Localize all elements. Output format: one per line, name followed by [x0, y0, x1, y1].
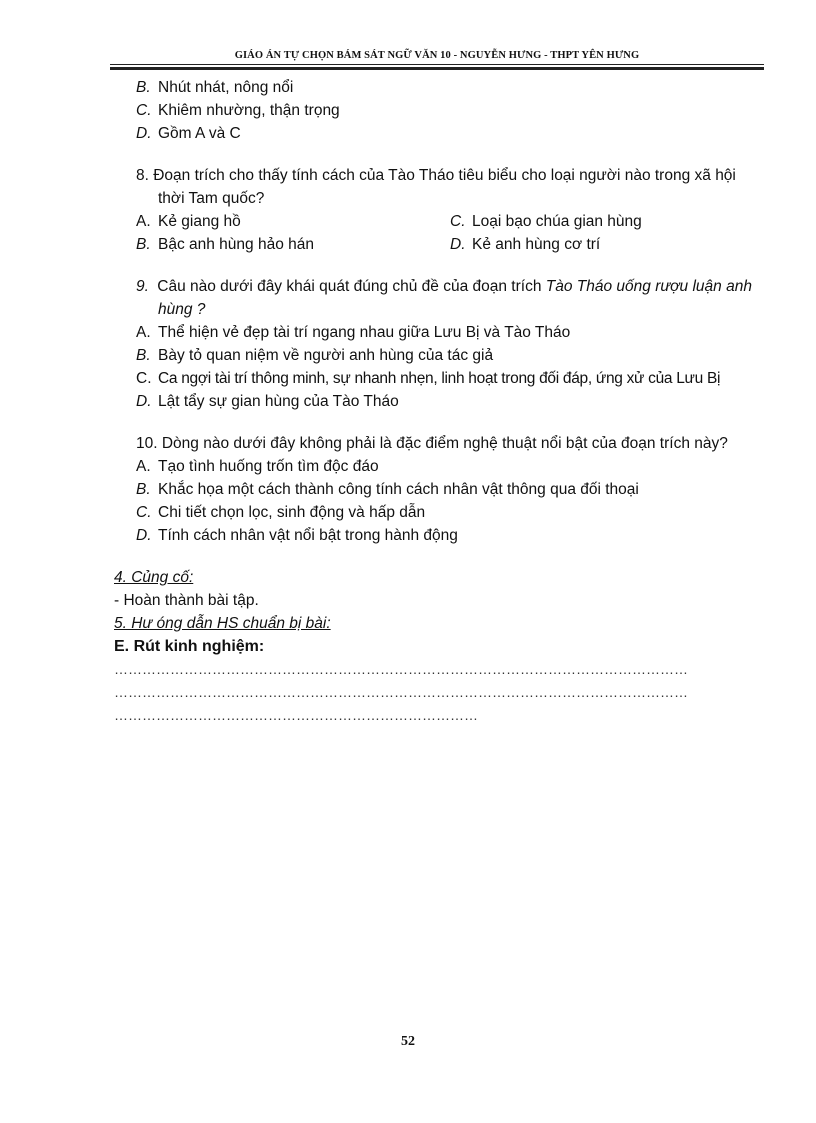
notes-dotted-line-2: …………………………………………………………………………………………………………… [114, 684, 688, 700]
option-label: D. [450, 236, 466, 253]
section-4-item: - Hoàn thành bài tập. [114, 592, 259, 609]
q10-option-d [114, 524, 764, 547]
q8-option-a [136, 210, 450, 233]
notes-dotted-line-1: …………………………………………………………………………………………………………… [114, 661, 688, 677]
option-label: D. [136, 393, 152, 410]
option-label: C. [450, 213, 466, 230]
q8-option-b [136, 233, 450, 256]
option-text: Chi tiết chọn lọc, sinh động và hấp dẫn [158, 504, 426, 521]
question-number: 9. [136, 278, 149, 295]
q9-option-d [114, 390, 764, 413]
q8-stem-line2: thời Tam quốc? [158, 190, 265, 207]
option-label: D. [136, 527, 152, 544]
option-text: Bày tỏ quan niệm về người anh hùng của tác giả [158, 347, 494, 364]
q9-stem-line1 [114, 275, 764, 298]
option-text: Tạo tình huống trốn tìm độc đáo [158, 458, 379, 475]
option-text: Gồm A và C [158, 125, 241, 142]
q10-stem: 10. Dòng nào dưới đây không phải là đặc điểm nghệ thuật nổi bật của đoạn trích này? [136, 435, 728, 452]
q8-option-c [450, 210, 764, 233]
q10-option-b [114, 478, 764, 501]
q8-stem-line1: 8. Đoạn trích cho thấy tính cách của Tào Tháo tiêu biểu cho loại người nào trong xã hội [136, 167, 736, 184]
option-text: Kẻ giang hồ [158, 213, 241, 230]
option-text: Kẻ anh hùng cơ trí [472, 236, 601, 253]
option-label: C. [136, 504, 152, 521]
option-label: C. [136, 102, 152, 119]
section-e-title: E. Rút kinh nghiệm: [114, 638, 265, 655]
option-text: Ca ngợi tài trí thông minh, sự nhanh nhẹn, linh hoạt trong đối đáp, ứng xử của Lưu Bị [158, 370, 721, 387]
option-text: Khắc họa một cách thành công tính cách nhân vật thông qua đối thoại [158, 481, 639, 498]
q9-option-a [114, 321, 764, 344]
option-text: Loại bạo chúa gian hùng [472, 213, 642, 230]
q10-option-a [114, 455, 764, 478]
section-4-title: 4. Củng cố: [114, 569, 194, 586]
option-label: A. [136, 324, 151, 341]
option-label: B. [136, 481, 151, 498]
q9-stem-text: Câu nào dưới đây khái quát đúng chủ đề của đoạn trích [157, 278, 546, 295]
q9-stem-title: Tào Tháo uống rượu luận anh [545, 278, 752, 295]
option-label: D. [136, 125, 152, 142]
q8-options-row2 [114, 233, 764, 256]
option-text: Bậc anh hùng hảo hán [158, 236, 314, 253]
option-label: A. [136, 458, 151, 475]
q7-option-c [114, 99, 764, 122]
q9-option-c [114, 367, 764, 390]
page-content [114, 76, 764, 727]
section-5-title: 5. Hư óng dẫn HS chuẩn bị bài: [114, 615, 331, 632]
header-rule-thick [110, 67, 764, 70]
page-header: GIÁO ÁN TỰ CHỌN BÁM SÁT NGỮ VĂN 10 - NGUYỄN HƯNG - THPT YÊN HƯNG [234, 50, 640, 61]
option-text: Thể hiện vẻ đẹp tài trí ngang nhau giữa Lưu Bị và Tào Tháo [158, 324, 571, 341]
option-label: B. [136, 79, 151, 96]
option-label: C. [136, 370, 152, 387]
q8-options-row1 [114, 210, 764, 233]
q8-option-d [450, 233, 764, 256]
header-rule-thin [110, 64, 764, 65]
q10-option-c [114, 501, 764, 524]
q9-option-b [114, 344, 764, 367]
notes-dotted-line-3: …………………………………………………………………… [114, 707, 478, 723]
option-label: B. [136, 347, 151, 364]
q9-stem-line2: hùng ? [158, 301, 206, 318]
option-text: Nhút nhát, nông nổi [158, 79, 294, 96]
q7-option-d [114, 122, 764, 145]
option-label: A. [136, 213, 151, 230]
option-text: Khiêm nhường, thận trọng [158, 102, 340, 119]
q7-option-b [114, 76, 764, 99]
option-text: Tính cách nhân vật nổi bật trong hành động [158, 527, 458, 544]
option-text: Lật tẩy sự gian hùng của Tào Tháo [158, 393, 399, 410]
page-number: 52 [401, 1034, 415, 1049]
option-label: B. [136, 236, 151, 253]
